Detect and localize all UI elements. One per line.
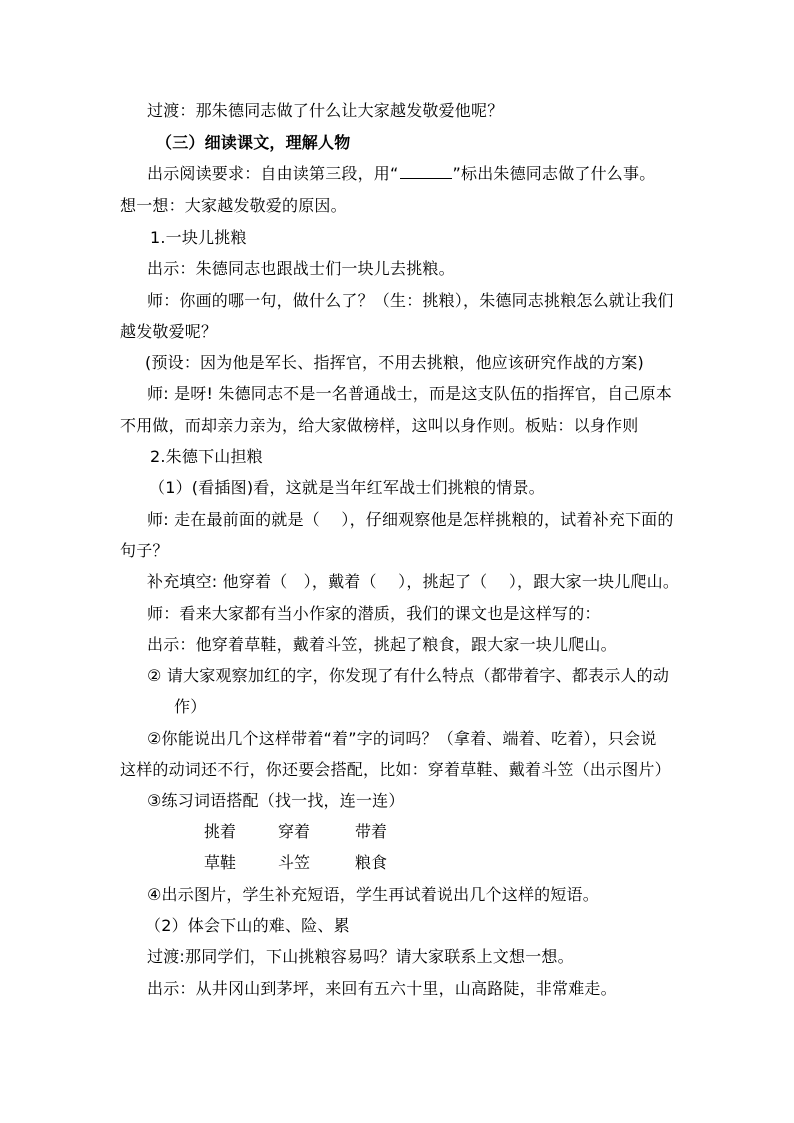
fill-blank xyxy=(400,164,452,179)
text-line: ④出示图片，学生补充短语，学生再试着说出几个这样的短语。 xyxy=(147,885,599,904)
text-line: 过渡：那朱德同志做了什么让大家越发敬爱他呢？ xyxy=(147,101,504,120)
text-line: 不用做，而却亲力亲为，给大家做榜样，这叫以身作则。板贴：以身作则 xyxy=(120,416,639,435)
text-line xyxy=(147,164,655,184)
subheading: 2.朱德下山担粮 xyxy=(150,447,263,466)
text-line: 出示：朱德同志也跟战士们一块儿去挑粮。 xyxy=(147,259,455,278)
match-word: 带着 xyxy=(355,822,388,841)
match-word: 粮食 xyxy=(355,853,388,872)
text-segment: ”标出朱德同志做了什么事。 xyxy=(452,164,656,183)
subheading: 1.一块儿挑粮 xyxy=(150,228,247,247)
text-line: 越发敬爱呢？ xyxy=(120,322,218,341)
text-line: 句子？ xyxy=(120,541,169,560)
text-line: 想一想：大家越发敬爱的原因。 xyxy=(120,196,347,215)
text-line: 过渡:那同学们，下山挑粮容易吗？请大家联系上文想一想。 xyxy=(147,947,574,966)
text-line: 师: 走在最前面的就是（ ），仔细观察他是怎样挑粮的，试着补充下面的 xyxy=(147,510,674,529)
match-word: 草鞋 xyxy=(204,853,237,872)
text-line: 师：看来大家都有当小作家的潜质，我们的课文也是这样写的： xyxy=(147,604,601,623)
text-line: ②你能说出几个这样带着“着”字的词吗？（拿着、端着、吃着），只会说 xyxy=(147,729,657,748)
text-line: 出示：他穿着草鞋，戴着斗笠，挑起了粮食，跟大家一块儿爬山。 xyxy=(147,635,617,654)
text-line: 作） xyxy=(174,697,207,716)
text-line: （1）(看插图)看，这就是当年红军战士们挑粮的情景。 xyxy=(149,478,545,497)
match-word: 斗笠 xyxy=(278,853,311,872)
match-word: 挑着 xyxy=(204,822,237,841)
text-segment: 出示阅读要求：自由读第三段，用“ xyxy=(147,164,399,183)
text-line: ③练习词语搭配（找一找，连一连） xyxy=(147,791,405,810)
text-line: ② 请大家观察加红的字，你发现了有什么特点（都带着字、都表示人的动 xyxy=(147,666,670,685)
text-line: 师: 是呀! 朱德同志不是一名普通战士，而是这支队伍的指挥官，自己原本 xyxy=(147,384,672,403)
text-line: 这样的动词还不行，你还要会搭配，比如：穿着草鞋、戴着斗笠（出示图片） xyxy=(120,760,671,779)
text-line: 师：你画的哪一句，做什么了？（生：挑粮），朱德同志挑粮怎么就让我们 xyxy=(147,291,674,310)
section-heading: （三）细读课文，理解人物 xyxy=(156,133,351,152)
match-word: 穿着 xyxy=(278,822,311,841)
text-line: 出示：从井冈山到茅坪，来回有五六十里，山高路陡，非常难走。 xyxy=(147,979,617,998)
text-line: (预设：因为他是军长、指挥官，不用去挑粮，他应该研究作战的方案) xyxy=(145,353,644,372)
text-line: （2）体会下山的难、险、累 xyxy=(145,916,350,935)
text-line: 补充填空: 他穿着（ ），戴着（ ），挑起了（ ），跟大家一块儿爬山。 xyxy=(147,572,680,591)
